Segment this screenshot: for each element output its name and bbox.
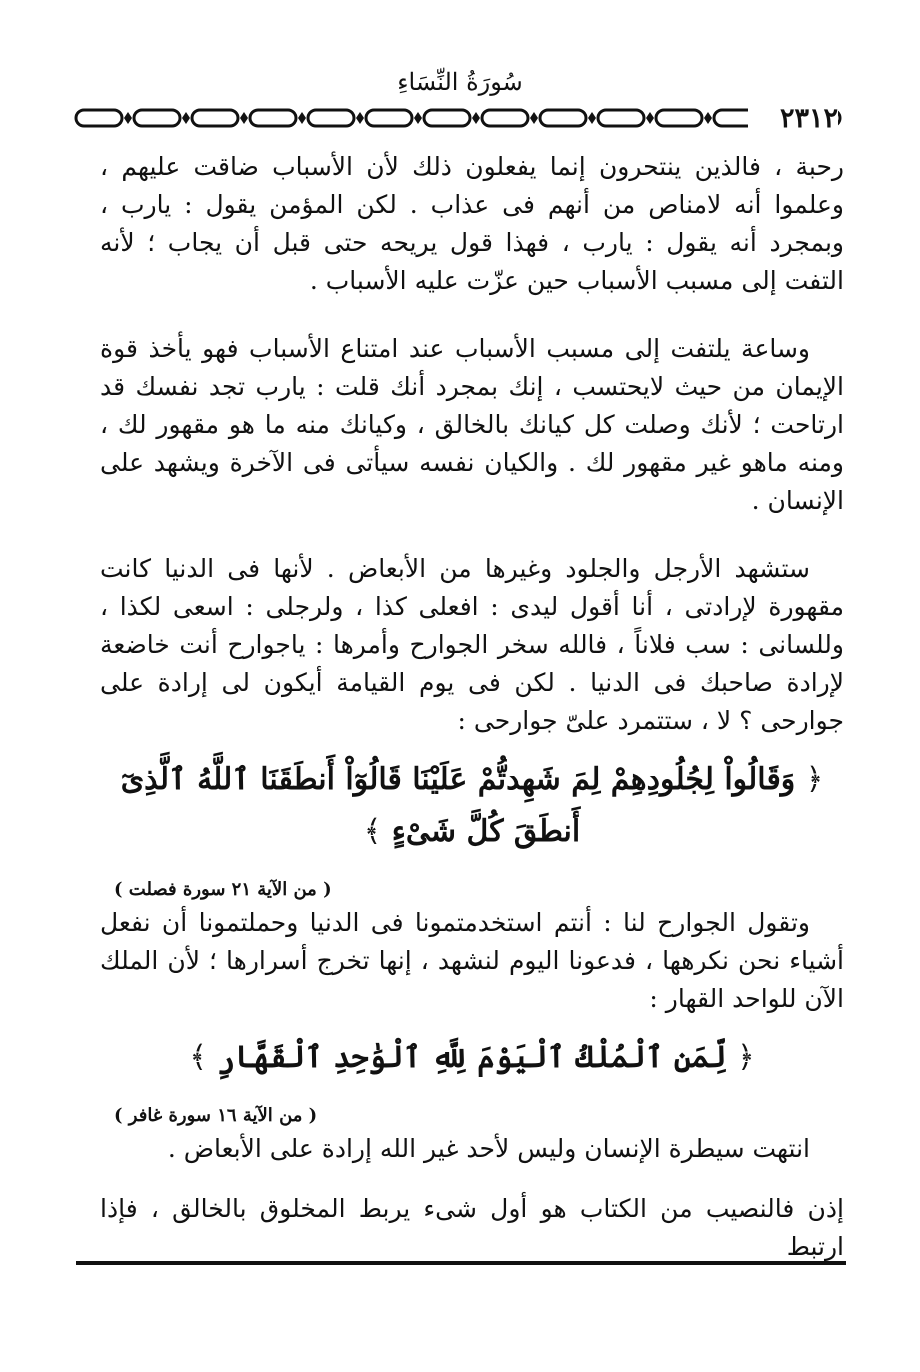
paragraph-2: وساعة يلتفت إلى مسبب الأسباب عند امتناع الأسباب فهو يأخذ قوة الإيمان من حيث لايحتسب ، إنك بمجرد أنك قلت : يارب تجد نفسك قد ارتاحت ؛ لأنك وصلت كل كيانك بالخالق ، وكيانك منه ما هو مقهور لك ، ومنه ماهو غير مقهور لك . والكيان نفسه سيأتى فى الآخرة ويشهد على الإنسان . [100,334,844,515]
verse-close-bracket: ﴾ [363,814,382,849]
quran-verse-1 [100,754,844,858]
surah-title: سُورَةُ النِّسَاءِ [397,68,523,96]
page-body [100,148,844,1266]
verse-reference-1: ( من الآية ٢١ سورة فصلت ) [114,879,332,900]
page-number: ٢٣١٢ [748,103,838,134]
verse-text: لِّمَنِ ٱلْمُلْكُ ٱلْيَوْمَ لِلَّهِ ٱلْوَٰحِدِ ٱلْقَهَّارِ [217,1040,727,1075]
footer-rule [76,1261,846,1265]
paragraph-5: انتهت سيطرة الإنسان وليس لأحد غير الله إرادة على الأبعاض . [167,1134,810,1163]
ornamental-header-border [72,98,844,138]
verse-close-bracket: ﴾ [189,1040,207,1075]
verse-open-bracket: ﴿ [805,762,824,797]
paragraph-1: رحبة ، فالذين ينتحرون إنما يفعلون ذلك لأن الأسباب ضاقت عليهم ، وعلموا أنه لامناص من أنهم فى عذاب . لكن المؤمن يقول : يارب ، وبمجرد أنه يقول : يارب ، فهذا قول يريحه حتى قبل أن يجاب ؛ لأنه التفت إلى مسبب الأسباب حين عزّت عليه الأسباب . [100,152,844,295]
paragraph-4: وتقول الجوارح لنا : أنتم استخدمتمونا فى الدنيا وحملتمونا أن نفعل أشياء نحن نكرهها ، فدعونا اليوم لنشهد ، إنها تخرج أسرارها ؛ لأن الملك الآن للواحد القهار : [100,908,844,1013]
paragraph-3: ستشهد الأرجل والجلود وغيرها من الأبعاض . لأنها فى الدنيا كانت مقهورة لإرادتى ، أنا أقول ليدى : افعلى كذا ، ولرجلى : اسعى لكذا ، وللسانى : سب فلاناً ، فالله سخر الجوارح وأمرها : ياجوارح أنت خاضعة لإرادة صاحبك فى الدنيا . لكن فى يوم القيامة أيكون لى إرادة على جوارحى ؟ لا ، ستتمرد علىّ جوارحى : [100,554,844,735]
verse-text: وَقَالُواْ لِجُلُودِهِمْ لِمَ شَهِدتُّمْ عَلَيْنَا قَالُوٓاْ أَنطَقَنَا ٱللَّهُ ٱلَّذِىٓ أَنطَقَ كُلَّ شَىْءٍ [120,762,796,849]
verse-reference-2: ( من الآية ١٦ سورة غافر ) [114,1105,318,1126]
verse-open-bracket: ﴿ [737,1040,755,1075]
quran-verse-2 [100,1032,844,1084]
paragraph-6: إذن فالنصيب من الكتاب هو أول شىء يربط المخلوق بالخالق ، فإذا ارتبط [100,1194,844,1261]
